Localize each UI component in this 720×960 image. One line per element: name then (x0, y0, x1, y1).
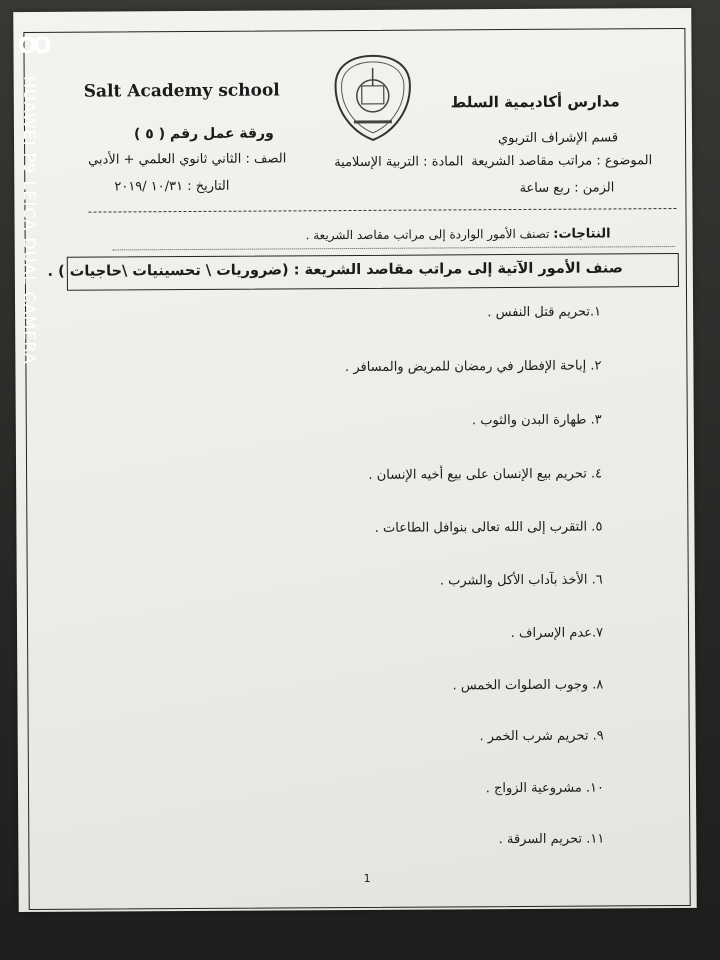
subject-label: المادة : التربية الإسلامية (334, 154, 464, 171)
date-label: التاريخ : ١٠/٣١ /٢٠١٩ (114, 178, 230, 195)
outcomes-text: تصنف الأمور الواردة إلى مراتب مقاصد الشريعة . (305, 226, 550, 243)
list-item: ١٠. مشروعية الزواج . (485, 780, 605, 797)
outcomes-label: النتاجات: (553, 226, 611, 242)
learning-outcomes (306, 226, 611, 243)
list-item: ٢. إباحة الإفطار في رمضان للمريض والمسافر . (344, 358, 602, 376)
list-item: ١١. تحريم السرقة . (498, 831, 605, 848)
topic-label: الموضوع : مراتب مقاصد الشريعة (471, 153, 653, 170)
list-item: ٦. الأخذ بآداب الأكل والشرب . (439, 572, 603, 589)
watermark-line: LEICA DUAL CAMERA (20, 180, 39, 365)
school-name-arabic: مدارس أكاديمية السلط (450, 92, 620, 112)
watermark-line: HUAWEI P9 (20, 76, 39, 175)
school-emblem (332, 52, 415, 144)
grade-label: الصف : الثاني ثانوي العلمي + الأدبي (88, 151, 287, 168)
list-item: ٩. تحريم شرب الخمر . (479, 728, 604, 745)
department-label: قسم الإشراف التربوي (497, 130, 619, 147)
camera-watermark (18, 34, 48, 365)
list-item: ١.تحريم قتل النفس . (487, 304, 602, 321)
instruction-text: صنف الأمور الآتية إلى مراتب مقاصد الشريعة : (ضروريات \ تحسينيات \حاجيات ) . (47, 260, 623, 280)
worksheet-number: ورقة عمل رقم ( ٥ ) (133, 125, 274, 143)
list-item: ٨. وجوب الصلوات الخمس . (452, 677, 604, 694)
list-item: ٣. طهارة البدن والثوب . (471, 412, 602, 429)
page-number: 1 (363, 871, 371, 885)
worksheet-paper (13, 8, 696, 912)
list-item: ٤. تحريم بيع الإنسان على بيع أخيه الإنسان . (368, 466, 603, 483)
time-label: الزمن : ربع ساعة (519, 180, 615, 196)
list-item: ٧.عدم الإسراف . (510, 625, 604, 642)
school-name-english: Salt Academy school (83, 80, 280, 102)
camera-watermark-text (20, 76, 38, 365)
list-item: ٥. التقرب إلى الله تعالى بنوافل الطاعات . (374, 519, 603, 536)
camera-brand-logo: OO (18, 34, 48, 59)
